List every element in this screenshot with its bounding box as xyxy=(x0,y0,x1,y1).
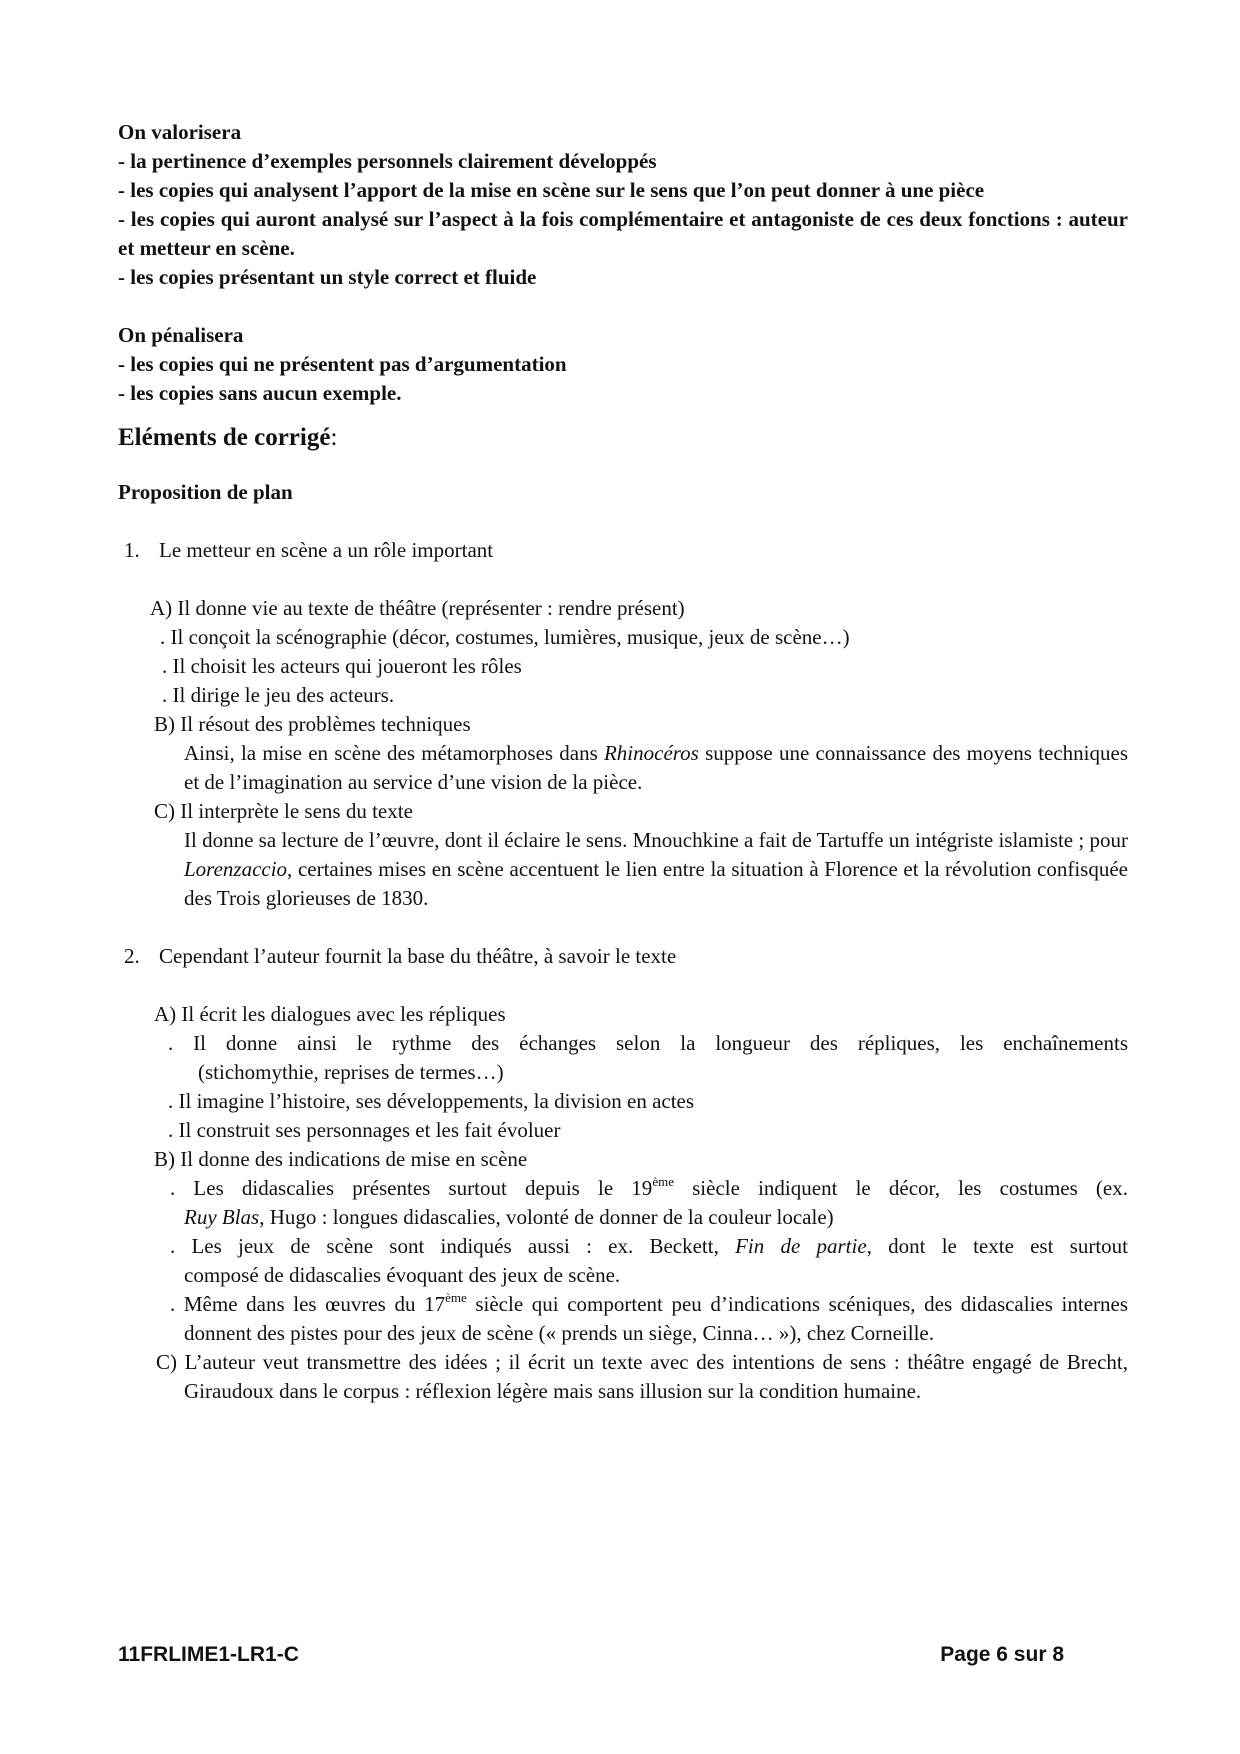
document-code: 11FRLIME1-LR1-C xyxy=(118,1643,299,1666)
text: . Les didascalies présentes surtout depuis le 19 xyxy=(170,1176,653,1200)
document-body xyxy=(118,118,1128,1406)
corrige-heading xyxy=(118,421,1128,455)
subsection-A-label: A) Il donne vie au texte de théâtre (représenter : rendre présent) xyxy=(150,596,685,620)
work-title: Ruy Blas xyxy=(184,1205,260,1229)
valorisera-section xyxy=(118,118,1128,292)
valorisera-title: On valorisera xyxy=(118,120,242,144)
work-title: Rhinocéros xyxy=(603,741,699,765)
work-title: Fin de partie xyxy=(735,1234,867,1258)
penalisera-title: On pénalisera xyxy=(118,323,244,347)
page-number: Page 6 sur 8 xyxy=(940,1643,1064,1666)
bullet: . Il construit ses personnages et les fait évoluer xyxy=(168,1118,561,1142)
subsection-B-label: B) Il donne des indications de mise en scène xyxy=(154,1147,528,1171)
text: suppose une connaissance des moyens techniques et de l’imagination au service d’une vision de la pièce. xyxy=(184,741,1128,794)
bullet-continuation: (stichomythie, reprises de termes…) xyxy=(198,1060,504,1084)
valorisera-item: - les copies qui auront analysé sur l’aspect à la fois complémentaire et antagoniste de ces deux fonctions : auteur et metteur en scène. xyxy=(118,207,1128,260)
plan-title: Proposition de plan xyxy=(118,480,293,504)
bullet: . Il donne ainsi le rythme des échanges selon la longueur des répliques, les enchaînements xyxy=(168,1031,1128,1055)
subsection-C-text xyxy=(184,826,1128,913)
text: . Les jeux de scène sont indiqués aussi : ex. Beckett, xyxy=(170,1234,736,1258)
bullet: . Il imagine l’histoire, ses développements, la division en actes xyxy=(168,1089,695,1113)
bullet: . Il dirige le jeu des acteurs. xyxy=(162,683,395,707)
subsection-A-label: A) Il écrit les dialogues avec les répliques xyxy=(154,1002,506,1026)
text: . Même dans les œuvres du 17 xyxy=(170,1292,446,1316)
text: , certaines mises en scène accentuent le lien entre la situation à Florence et la révolution confisquée des Trois glorieuses de 1830. xyxy=(184,857,1128,910)
text: , Hugo : longues didascalies, volonté de donner de la couleur locale) xyxy=(259,1205,834,1229)
text: siècle indiquent le décor, les costumes (ex. xyxy=(673,1176,1128,1200)
penalisera-section xyxy=(118,321,1128,408)
valorisera-item: - les copies présentant un style correct et fluide xyxy=(118,265,537,289)
subsection-C-label: C) Il interprète le sens du texte xyxy=(154,799,413,823)
plan-part-2 xyxy=(118,942,1128,1406)
valorisera-item: - la pertinence d’exemples personnels clairement développés xyxy=(118,149,657,173)
text: Ainsi, la mise en scène des métamorphoses dans xyxy=(184,741,604,765)
bullet xyxy=(170,1232,1128,1261)
valorisera-item: - les copies qui analysent l’apport de la mise en scène sur le sens que l’on peut donner à une pièce xyxy=(118,178,985,202)
superscript: ème xyxy=(445,1290,467,1305)
page-footer xyxy=(118,1643,1064,1667)
subsection-B-text xyxy=(184,739,1128,797)
bullet: . Il choisit les acteurs qui joueront les rôles xyxy=(162,654,522,678)
bullet-continuation: composé de didascalies évoquant des jeux de scène. xyxy=(184,1263,621,1287)
text: Il donne sa lecture de l’œuvre, dont il éclaire le sens. Mnouchkine a fait de Tartuffe un intégriste islamiste ; pour xyxy=(184,828,1128,852)
superscript: ème xyxy=(652,1174,674,1189)
plan-part-1 xyxy=(118,536,1128,913)
subsection-B-label: B) Il résout des problèmes techniques xyxy=(154,712,471,736)
penalisera-item: - les copies sans aucun exemple. xyxy=(118,381,402,405)
bullet xyxy=(170,1290,1129,1348)
part-title: Cependant l’auteur fournit la base du théâtre, à savoir le texte xyxy=(159,944,677,968)
bullet xyxy=(170,1174,1128,1203)
text: siècle qui comportent peu d’indications scéniques, des didascalies internes donnent des pistes pour des jeux de scène (« prends un siège, Cinna… »), chez Corneille. xyxy=(184,1292,1129,1345)
corrige-title: Eléments de corrigé xyxy=(118,424,331,451)
corrige-colon: : xyxy=(330,424,338,451)
bullet-continuation xyxy=(184,1203,1128,1232)
text: , dont le texte est surtout xyxy=(866,1234,1128,1258)
part-number: 2. xyxy=(124,944,140,968)
work-title: Lorenzaccio xyxy=(184,857,288,881)
part-title: Le metteur en scène a un rôle important xyxy=(159,538,494,562)
part-number: 1. xyxy=(124,538,140,562)
penalisera-item: - les copies qui ne présentent pas d’argumentation xyxy=(118,352,567,376)
subsection-C-text: C) L’auteur veut transmettre des idées ; il écrit un texte avec des intentions de sens : théâtre engagé de Brecht, Giraudoux dans le corpus : réflexion légère mais sans illusion sur la condition humaine. xyxy=(156,1350,1128,1403)
bullet: . Il conçoit la scénographie (décor, costumes, lumières, musique, jeux de scène…) xyxy=(160,625,850,649)
